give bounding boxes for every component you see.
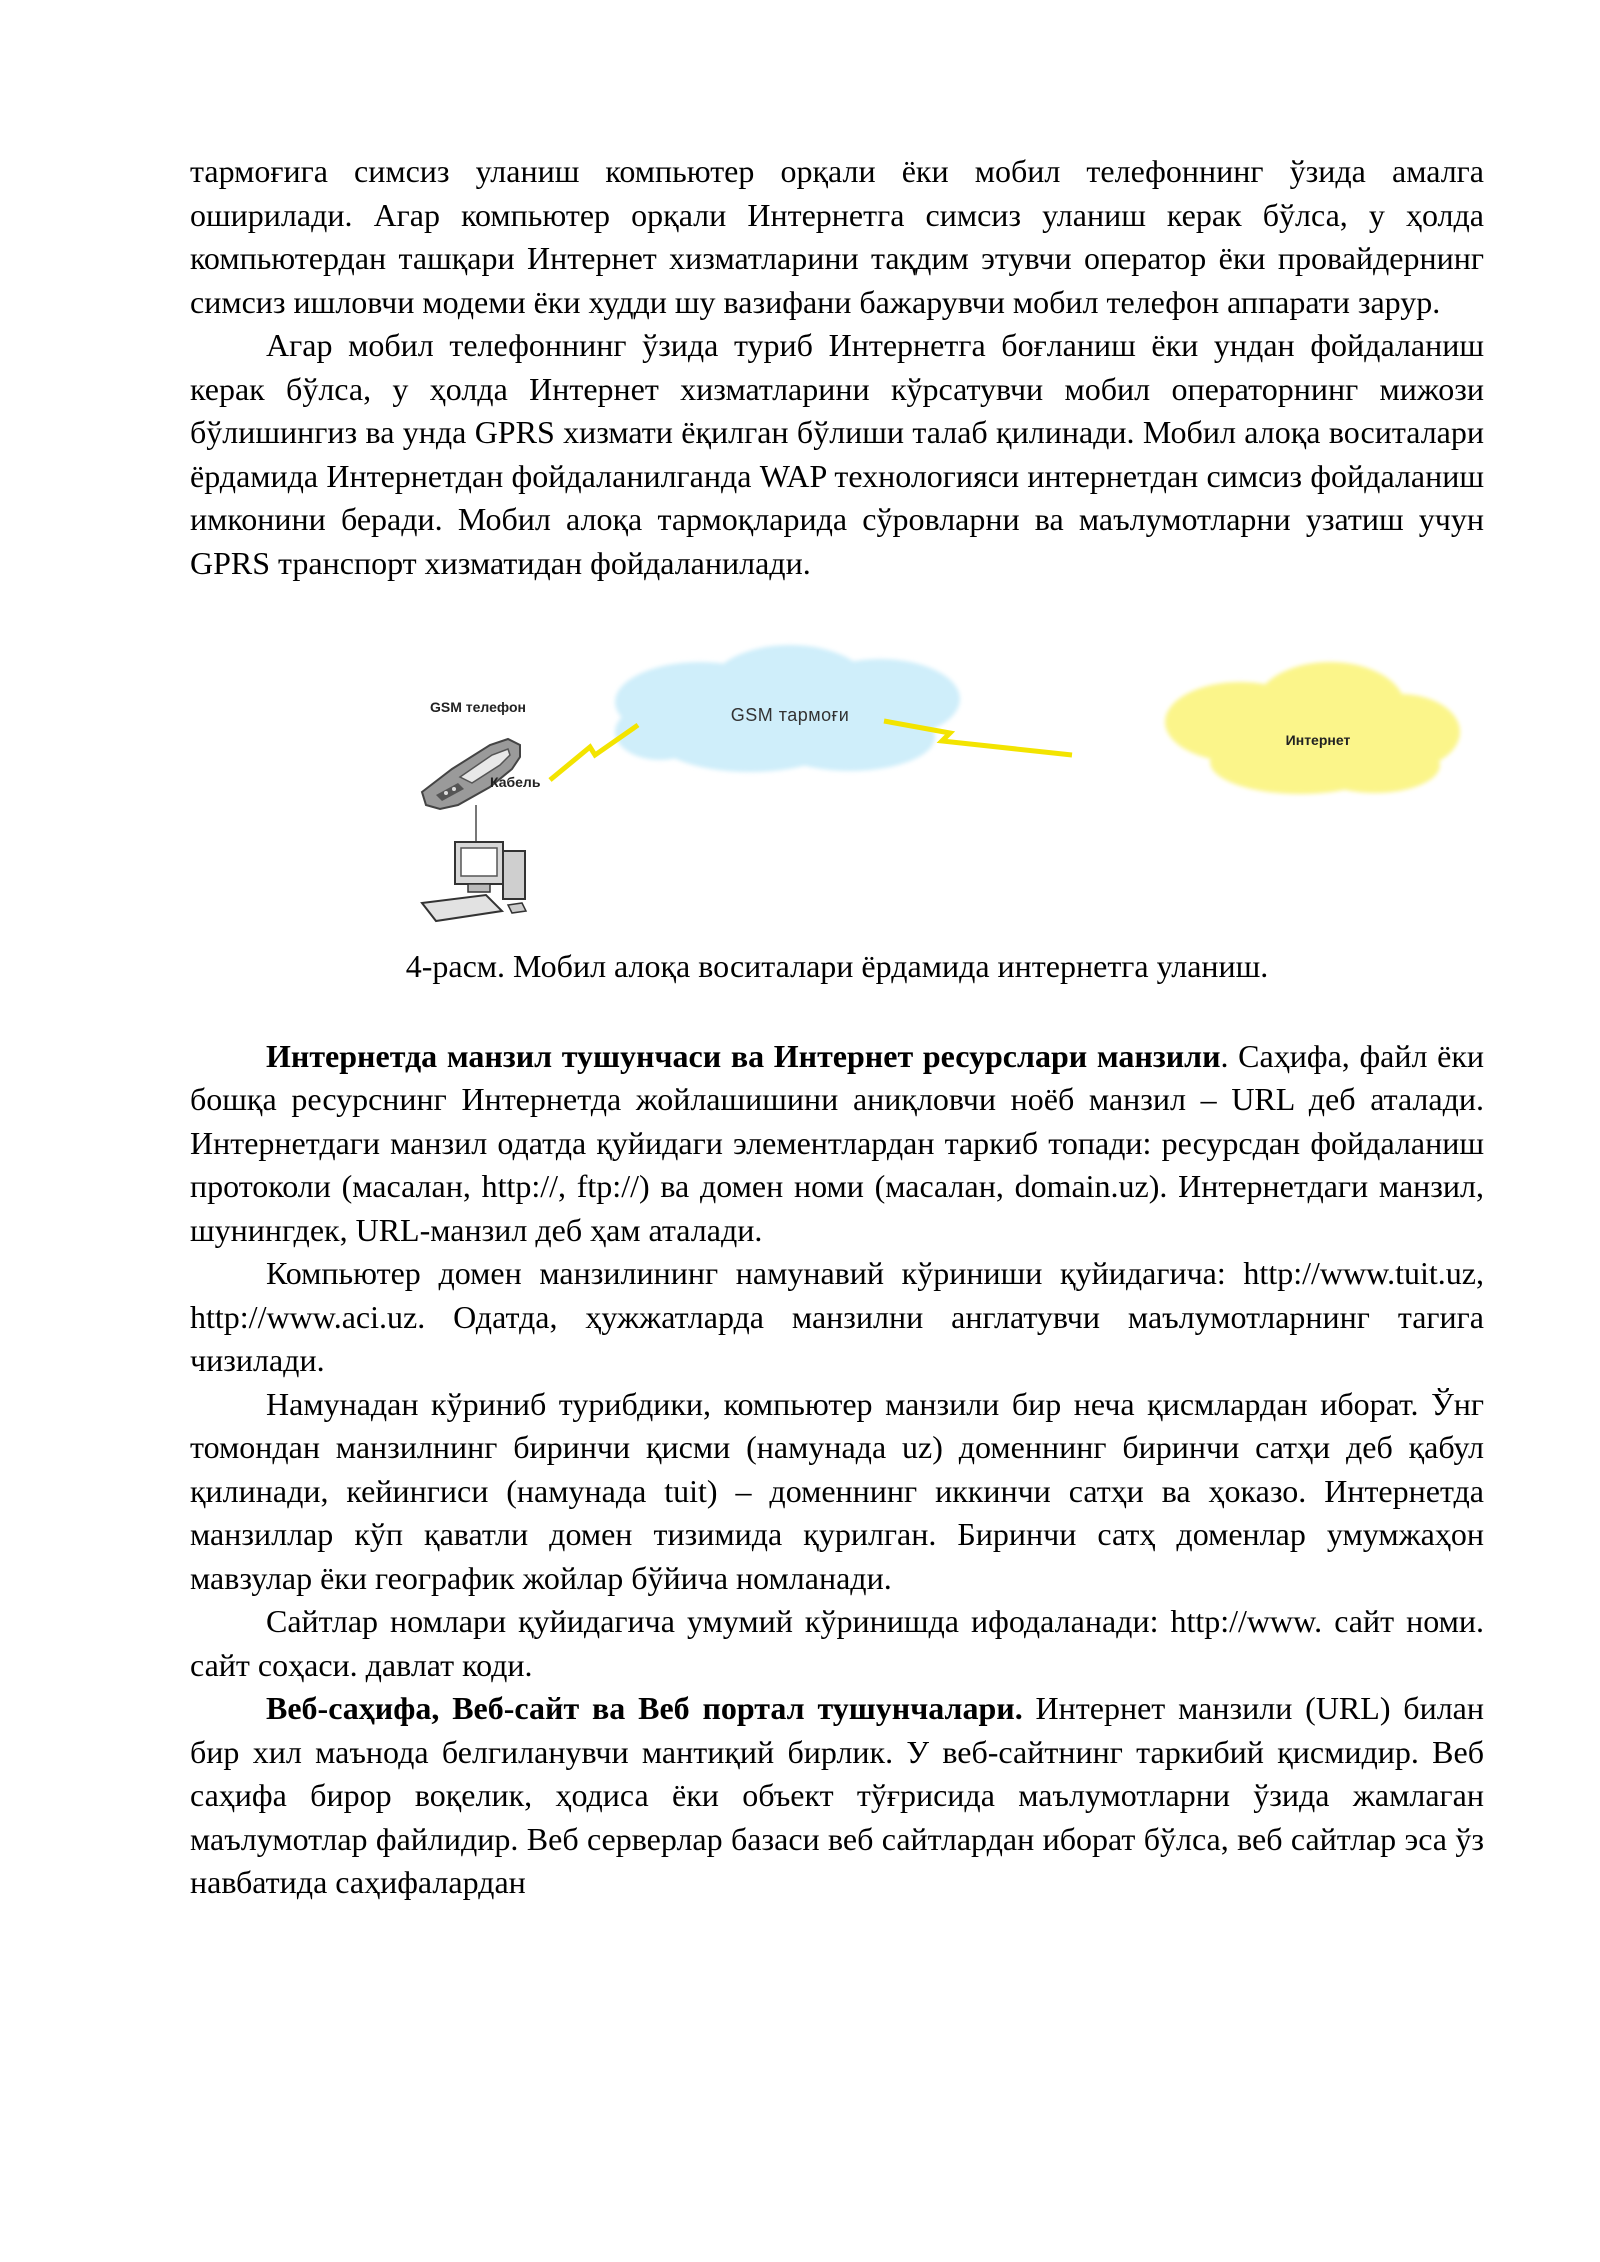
figure-mobile-connection <box>190 637 1484 937</box>
paragraph-wireless-connection: тармоғига симсиз уланиш компьютер орқали ёки мобил телефоннинг ўзида амалга оширилади. Агар компьютер орқали Интернетга симсиз уланиш керак бўлса, у ҳолда компьютердан ташқари Интернет хизматларини тақдим этувчи оператор ёки провайдернинг симсиз ишловчи модеми ёки худди шу вазифани бажарувчи мобил телефон аппарати зарур. <box>190 153 1484 320</box>
figure-caption: 4-расм. Мобил алоқа воситалари ёрдамида интернетга уланиш. <box>405 948 1269 984</box>
gsm-phone-label: GSM телефон <box>430 699 526 715</box>
paragraph-web-concepts <box>190 1687 1484 1905</box>
paragraph-domain-example: Компьютер домен манзилининг намунавий кўриниши қуйидагича: http://www.tuit.uz, http://www.aci.uz. Одатда, ҳужжатларда манзилни англатувчи маълумотларнинг тагига чизилади. <box>190 1255 1484 1378</box>
gsm-network-label: GSM тармоғи <box>730 705 850 725</box>
wireless-link-phone-gsm <box>550 725 638 780</box>
paragraph-mobile-internet: Агар мобил телефоннинг ўзида туриб Интернетга боғланиш ёки ундан фойдаланиш керак бўлса, у ҳолда Интернет хизматларини кўрсатувчи мобил операторнинг мижози бўлишингиз ва унда GPRS хизмати ёқилган бўлиши талаб қилинади. Мобил алоқа воситалари ёрдамида Интернетдан фойдаланилганда WAP технологияси интернетдан симсиз фойдаланиш имконини беради. Мобил алоқа тармоқларида сўровларни ва маълумотларни узатиш учун GPRS транспорт хизматидан фойдаланилади. <box>190 327 1484 581</box>
computer-icon <box>422 842 526 921</box>
heading-web-concepts: Веб-саҳифа, Веб-сайт ва Веб портал тушунчалари. <box>266 1690 1023 1726</box>
paragraph-site-names: Сайтлар номлари қуйидагича умумий кўринишда ифодаланади: http://www. сайт номи. сайт соҳаси. давлат коди. <box>190 1603 1484 1683</box>
document-page <box>190 150 1484 1905</box>
internet-label: Интернет <box>1285 732 1351 748</box>
text-url-concept: Саҳифа, файл ёки бошқа ресурснинг Интернетда жойлашишини аниқловчи ноёб манзил – URL деб аталади. Интернетдаги манзил одатда қуйидаги элементлардан таркиб топади: ресурсдан фойдаланиш протоколи (масалан, http://, ftp://) ва домен номи (масалан, domain.uz). Интернетдаги манзил, шунингдек, URL-манзил деб ҳам аталади. <box>190 1037 1485 1248</box>
heading-url-period: . <box>1220 1037 1229 1074</box>
heading-url-concept: Интернетда манзил тушунчаси ва Интернет ресурслари манзили <box>266 1037 1221 1074</box>
network-diagram <box>190 637 1484 937</box>
text-web-concepts: Интернет манзили (URL) билан бир хил маънода белгиланувчи мантиқий бирлик. У веб-сайтнинг таркибий қисмидир. Веб саҳифа бирор воқелик, ҳодиса ёки объект тўғрисида маълумотларни ўзида жамлаган маълумотлар файлидир. Веб серверлар базаси веб сайтлардан иборат бўлса, веб сайтлар эса ўз навбатида саҳифалардан <box>190 1690 1484 1900</box>
cable-label: Кабель <box>490 774 541 790</box>
gsm-network-cloud <box>615 645 960 772</box>
internet-cloud <box>1165 662 1460 794</box>
paragraph-url-concept <box>190 1035 1484 1253</box>
paragraph-domain-levels: Намунадан кўриниб турибдики, компьютер манзили бир неча қисмлардан иборат. Ўнг томондан манзилнинг биринчи қисми (намунада uz) доменнинг биринчи сатҳи деб қабул қилинади, кейингиси (намунада tuit) – доменнинг иккинчи сатҳи ва ҳоказо. Интернетда манзиллар кўп қаватли домен тизимида қурилган. Биринчи сатҳ доменлар умумжаҳон мавзулар ёки географик жойлар бўйича номланади. <box>190 1385 1484 1596</box>
